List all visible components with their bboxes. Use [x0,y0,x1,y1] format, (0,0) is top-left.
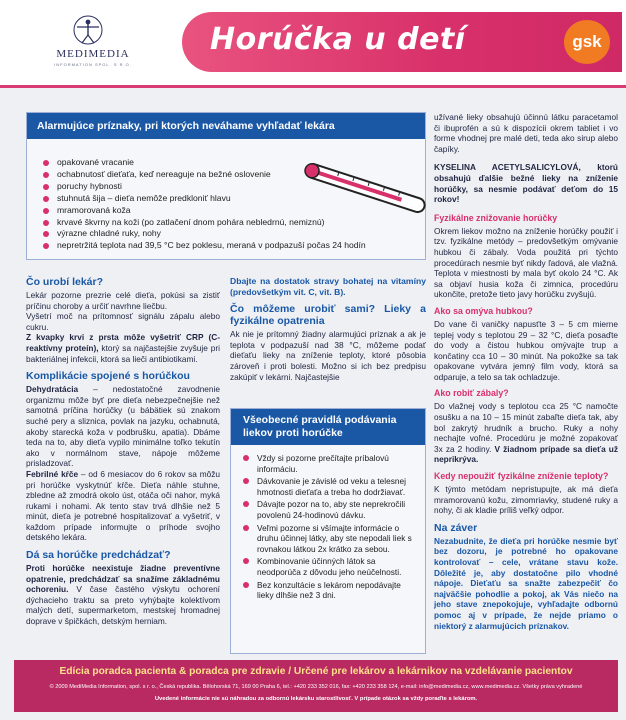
list-item: Kombinovanie účinných látok sa neodporúča z dôvodu jeho neúčelnosti. [243,556,419,577]
page-title: Horúčka u detí [210,22,466,57]
heading-wrap: Ako robiť zábaly? [434,388,509,399]
list-item: stuhnutá šija – dieťa nemôže predkloniť hlavu [43,193,366,205]
vitruvian-figure-icon [72,14,104,46]
list-item: poruchy hybnosti [43,181,366,193]
title-band [182,12,622,72]
paragraph: Do vane či vaničky napusťte 3 – 5 cm mierne teplej vody s teplotou 29 – 32 °C, dieťa posaďte do vody a čistou hubkou omývajte trup a končatiny cca 10 – 30 minút. Na pokožke sa tak opakovane vytvára jemný film vody, ktorá sa odparuje, a telo sa tak ochladzuje. [434,318,618,382]
paragraph: Dehydratácia – nedostatočné zavodnenie organizmu môže byť pre dieťa nebezpečnejšie než samotná príčina horúčky (u bábätiek sú znakom suché pery a sliznica, povlak na jazyku, ochabnutá, akoby starecká koža v podbrušku, apatia). Dbáme teda na to, aby dieťa vypilo minimálne toľko tekutín ako v normálnom stave, nápoje môžeme prisladzovať. [26,384,220,469]
list-item: Bez konzultácie s lekárom nepodávajte lieky dlhšie než 3 dni. [243,580,419,601]
heading-physical: Fyzikálne znižovanie horúčky [434,212,558,223]
paragraph-food: Dbajte na dostatok stravy bohatej na vitamíny (predovšetkým vit. C, vit. B). [230,276,426,297]
brand-subtitle: INFORMATION SPOL. S R.O. [54,62,132,67]
alarm-box [26,112,426,260]
paragraph: užívané lieky obsahujú účinnú látku paracetamol či ibuprofén a sú k dispozícii okrem tabliet i vo forme vhodnej pre malé deti, teda ako sirup alebo čapíky. [434,112,618,154]
list-item: výrazne chladné ruky, nohy [43,228,366,240]
gsk-logo: gsk [564,20,610,64]
heading-complications: Komplikácie spojené s horúčkou [26,370,190,383]
footer-edition: Edícia poradca pacienta & poradca pre zdravie / Určené pre lekárov a lekárnikov na vzdelávanie pacientov [59,666,573,677]
paragraph: Lekár pozorne prezrie celé dieťa, pokúsi sa zistiť príčinu choroby a určiť navrhne liečbu. [26,290,220,311]
heading-not: Kedy nepoužiť fyzikálne zníženie teploty? [434,471,609,482]
medimedia-logo [28,14,158,74]
footer-disclaimer: Uvedené informácie nie sú náhradou za odbornú lekársku starostlivosť. V prípade otázok sa vždy poraďte s lekárom. [154,696,478,702]
heading-doctor: Čo urobí lekár? [26,276,104,288]
list-item: Vždy si pozorne prečítajte príbalovú informáciu. [243,453,419,474]
paragraph-asa: KYSELINA ACETYLSALICYLOVÁ, ktorú obsahujú ďalšie bežné lieky na zníženie horúčky, sa nesmie podávať deťom do 15 rokov! [434,162,618,205]
heading-self-help: Čo môžeme urobiť sami? Lieky a fyzikálne opatrenia [230,303,426,328]
list-item: ochabnutosť dieťaťa, keď nereaguje na bežné oslovenie [43,169,366,181]
list-item: mramorovaná koža [43,205,366,217]
paragraph: Ak nie je prítomný žiadny alarmujúci príznak a ak je teplota v podpazuší nad 38 °C, môžeme podať dieťaťu lieky na zníženie teploty, ktoré pôsobia zároveň i proti bolesti. Možno si ich bez predpisu zakúpiť v lekárni. Najčastejšie [230,329,426,382]
list-item: Dávkovanie je závislé od veku a telesnej hmotnosti dieťaťa a treba ho dodržiavať. [243,476,419,497]
footer-copyright: © 2009 MediMedia Information, spol. s r. o., Česká republika. Bělohorská 71, 169 00 Praha 6, tel.: +420 233 352 016, fax: +420 233 358 124, e-mail: info@medimedia.cz, www.medimedia.cz. Všetky práva vyhradené [49,684,583,690]
brand-name: MEDIMEDIA [56,48,130,60]
rules-list [243,453,419,603]
paragraph: Z kvapky krvi z prsta môže vyšetriť CRP (C-reaktívny proteín), ktorý sa najčastejšie zvyšuje pri bakteriálnej infekcii, ktorá sa lieči antibiotikami. [26,332,220,364]
content [14,112,618,652]
paragraph: Okrem liekov možno na zníženie horúčky použiť i tzv. fyzikálne metódy – predovšetkým omývanie hubkou či zábaly. Voda použitá pri týchto procedúrach nesmie byť nikdy ľadová, ale vlažná. Teplota v miestnosti by mala byť okolo 24 °C. Ak sa objaví husia koža či zimnica, procedúru ukončite, pretože tieto javy horúčku zvyšujú. [434,225,618,300]
paragraph: Febrilné kŕče – od 6 mesiacov do 6 rokov sa môžu pri horúčke vyskytnúť kŕče. Dieťa náhle stuhne, zbledne až zmodrá okolo úst, otáča oči nahor, myká rukami i nohami. Ak tento stav trvá dlhšie než 5 minút, dieťa je potrebné hospitalizovať a vyšetriť, v každom prípade informujte o príhode svojho detského lekára. [26,468,220,543]
list-item: Veľmi pozorne si všímajte informácie o druhu účinnej látky, aby ste nepodali liek s rovnakou látkou 2x krátko za sebou. [243,523,419,555]
heading-conclusion: Na záver [434,521,478,534]
list-item: opakované vracanie [43,157,366,169]
middle-column [230,276,426,382]
list-item: nepretržitá teplota nad 39,5 °C bez poklesu, meraná v podpazuší počas 24 hodín [43,240,366,252]
footer [14,660,618,712]
rules-box [230,408,426,654]
list-item: Dávajte pozor na to, aby ste neprekročili povolenú 24-hodinovú dávku. [243,499,419,520]
paragraph-conclusion: Nezabudnite, že dieťa pri horúčke nesmie byť bez dozoru, je potrebné ho opakovane kontrolovať – cele, vrátane stavu kože. Dôležité je, aby dostatočne pilo vhodné nápoje. Dieťaťu sa snažte zabezpečiť čo najväčšie pohodlie a pokoj, ak Vás niečo na jeho stave znepokojuje, vyhľadajte odbornú pomoc aj v prípade, že nejde priamo o niektorý z alarmujúcich príznakov. [434,535,618,631]
paragraph: Proti horúčke neexistuje žiadne preventívne opatrenie, predchádzať sa snažíme základnému ochoreniu. V čase častého výskytu ochorení dýchacieho traktu sa preto vyhýbajte kolektívom malých detí, supermarketom, mestskej hromadnej doprave v špičkách, detským herniam. [26,563,220,627]
header [0,0,626,88]
alarm-title: Alarmujúce príznaky, pri ktorých neváhame vyhľadať lekára [27,113,425,139]
paragraph: Vyšetrí moč na prítomnosť signálu zápalu alebo cukru. [26,311,220,332]
list-item: krvavé škvrny na koži (po zatlačení dnom pohára nebledrnú, nemiznú) [43,217,366,229]
right-column [434,112,618,631]
heading-wash: Ako sa omýva hubkou? [434,305,533,316]
paragraph: Do vlažnej vody s teplotou cca 25 °C namočte osušku a na 10 – 15 minút zabaľte dieťa tak, aby bol zakrytý hrudník a brucho. Ruky a nohy nechajte voľné. Procedúru je možné zopakovať 3x za 2 hodiny. V žiadnom prípade sa dieťa už neprikrýva. [434,401,618,465]
rules-title: Všeobecné pravidlá podávania liekov proti horúčke [231,409,425,445]
left-column [26,276,220,627]
heading-prevention: Dá sa horúčke predchádzať? [26,549,171,562]
paragraph: K týmto metódam nepristupujte, ak má dieťa mramorovanú kožu, zimomriavky, studené ruky a nohy, či ak kladie príliš veľký odpor. [434,484,618,516]
thermometer-icon [295,161,435,217]
